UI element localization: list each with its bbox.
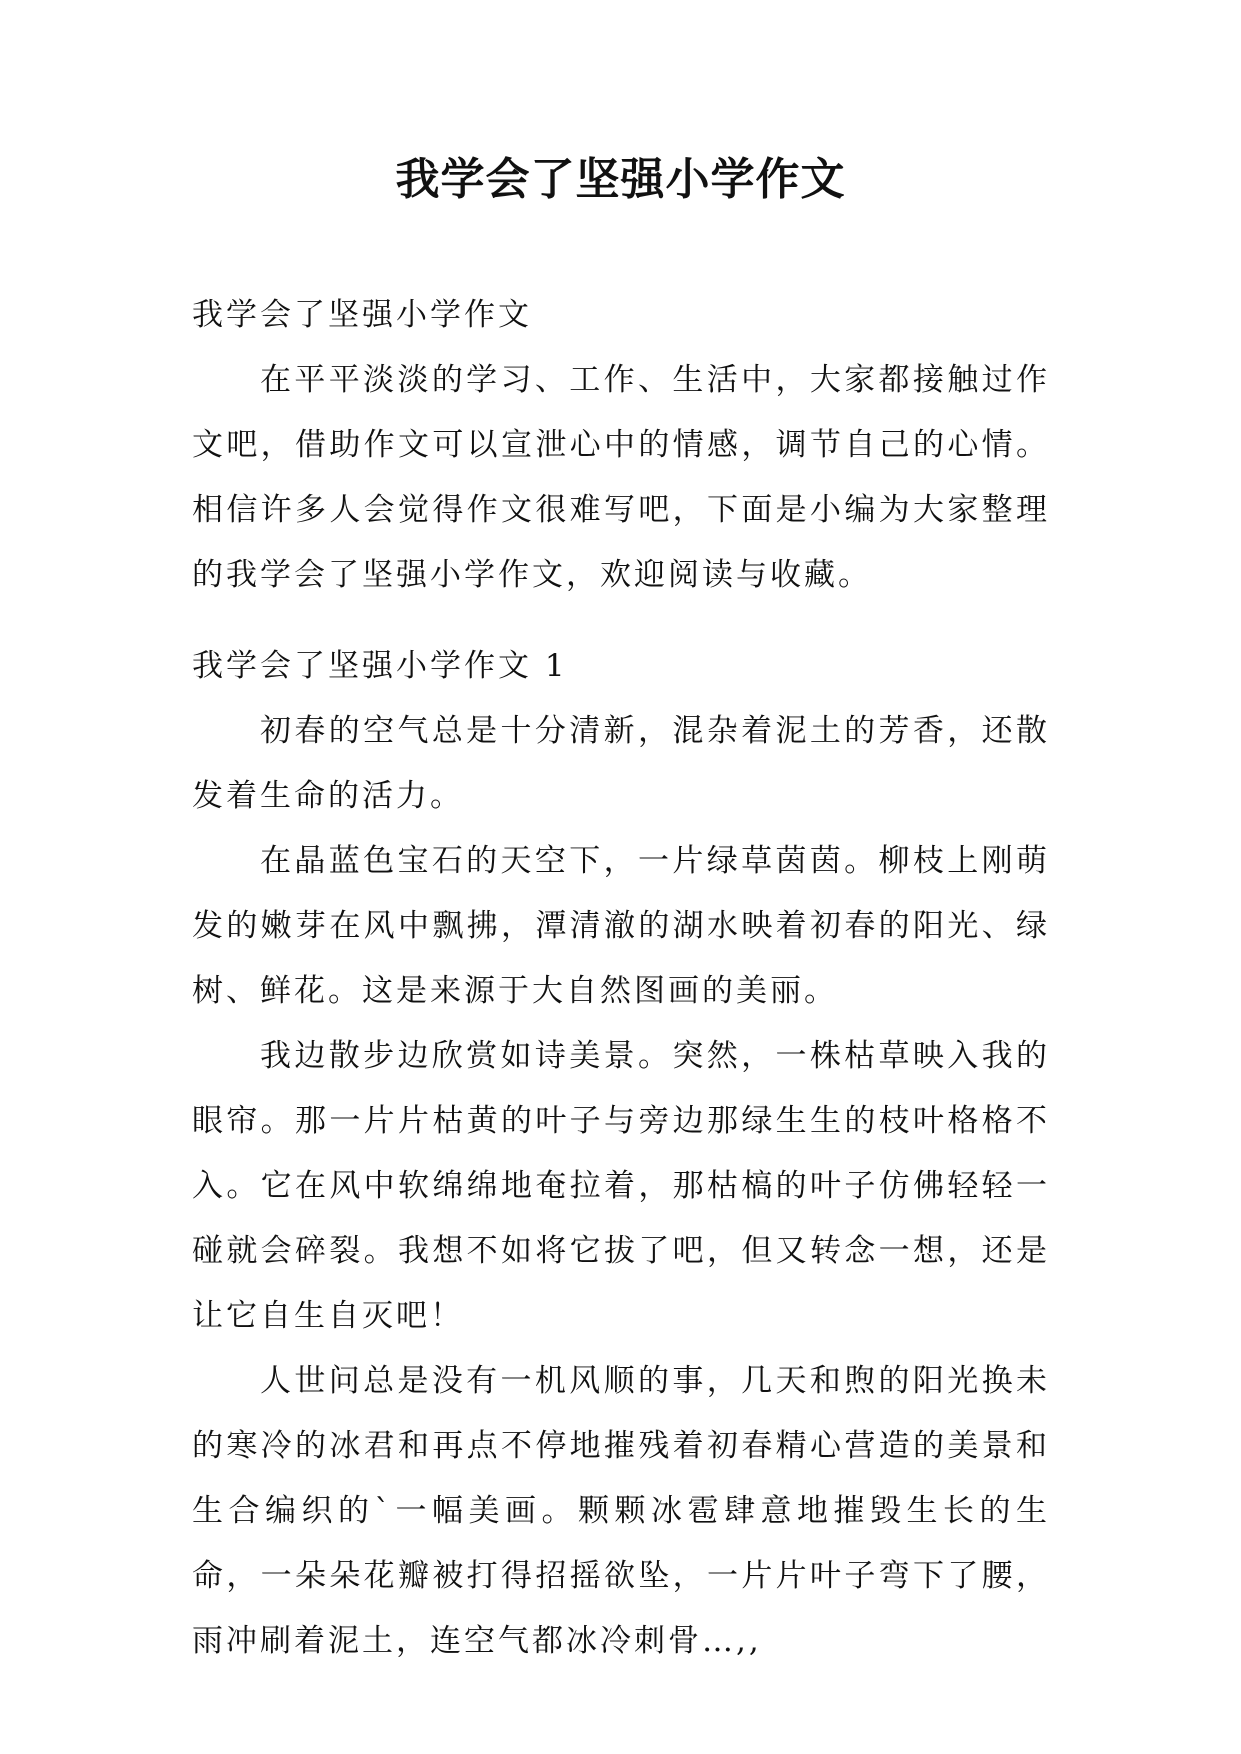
intro-section (192, 283, 1050, 608)
essay-heading: 我学会了坚强小学作文 1 (192, 648, 568, 684)
intro-paragraph: 在平平淡淡的学习、工作、生活中，大家都接触过作文吧，借助作文可以宣泄心中的情感，调节自己的心情。相信许多人会觉得作文很难写吧，下面是小编为大家整理的我学会了坚强小学作文，欢迎阅读与收藏。 (192, 362, 1050, 593)
essay-paragraph: 我边散步边欣赏如诗美景。突然，一株枯草映入我的眼帘。那一片片枯黄的叶子与旁边那绿生生的枝叶格格不入。它在风中软绵绵地奄拉着，那枯槁的叶子仿佛轻轻一碰就会碎裂。我想不如将它拔了吧，但又转念一想，还是让它自生自灭吧！ (192, 1038, 1050, 1334)
essay-paragraph: 在晶蓝色宝石的天空下，一片绿草茵茵。柳枝上刚萌发的嫩芽在风中飘拂，潭清澈的湖水映着初春的阳光、绿树、鲜花。这是来源于大自然图画的美丽。 (192, 843, 1050, 1009)
intro-heading: 我学会了坚强小学作文 (192, 297, 532, 333)
essay-section (192, 634, 1050, 1674)
essay-paragraph: 人世问总是没有一机风顺的事，几天和煦的阳光换未的寒冷的冰君和再点不停地摧残着初春精心营造的美景和生合编织的`一幅美画。颗颗冰雹肆意地摧毁生长的生命，一朵朵花瓣被打得招摇欲坠，一片片叶子弯下了腰，雨冲刷着泥土，连空气都冰冷刺骨…,, (192, 1363, 1050, 1659)
document-title: 我学会了坚强小学作文 (395, 154, 846, 205)
essay-paragraph: 初春的空气总是十分清新，混杂着泥土的芳香，还散发着生命的活力。 (192, 713, 1050, 814)
